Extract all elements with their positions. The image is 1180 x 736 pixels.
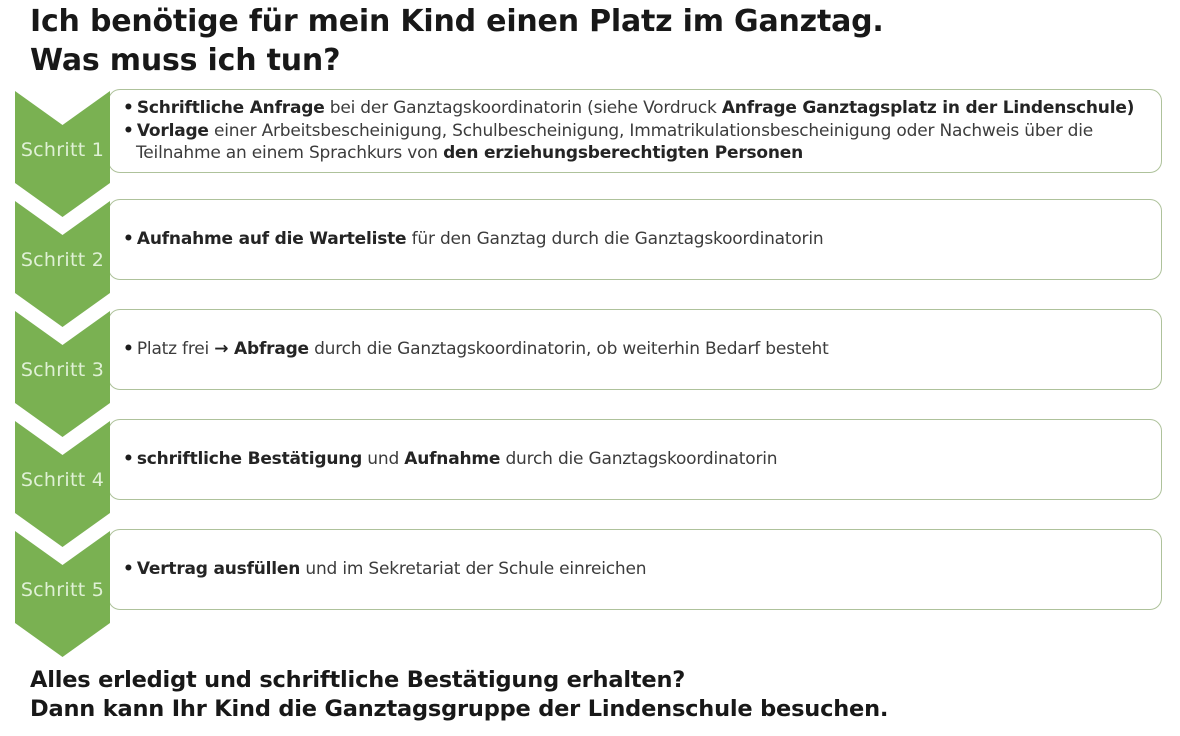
bullet-text-bold: → Abfrage — [214, 338, 309, 359]
step-bullet-text — [123, 121, 1151, 164]
step-box — [108, 199, 1162, 280]
page-title-line-2: Was muss ich tun? — [30, 43, 341, 78]
footer-line-2: Dann kann Ihr Kind die Ganztagsgruppe der Lindenschule besuchen. — [30, 695, 889, 722]
bullet-dot-icon: • — [123, 228, 137, 249]
step-bullet-text — [123, 229, 1151, 251]
step-label: Schritt 2 — [20, 249, 105, 271]
bullet-dot-icon: • — [123, 448, 137, 469]
bullet-text: durch die Ganztagskoordinatorin, ob weiterhin Bedarf besteht — [308, 338, 829, 359]
step-bullet-text — [123, 339, 1151, 361]
step-bullet-text — [123, 559, 1151, 581]
step-bullet-text — [123, 449, 1151, 471]
bullet-text: einer Arbeitsbescheinigung, Schulbescheinigung, Immatrikulationsbescheinigung oder Nachweis über die Teilnahme an einem Sprachkurs von — [136, 121, 1094, 163]
bullet-text-bold: Vertrag ausfüllen — [136, 558, 301, 579]
step-label: Schritt 3 — [20, 359, 105, 381]
bullet-text-bold: Schriftliche Anfrage — [136, 97, 325, 118]
step-label: Schritt 4 — [20, 469, 105, 491]
bullet-text-bold: den erziehungsberechtigten Personen — [443, 142, 804, 163]
bullet-dot-icon: • — [123, 338, 137, 359]
step-bullet-text — [123, 98, 1151, 120]
bullet-text-bold: Anfrage Ganztagsplatz in der Lindenschule) — [721, 97, 1135, 118]
bullet-text: und im Sekretariat der Schule einreichen — [300, 558, 647, 579]
page-title-line-1: Ich benötige für mein Kind einen Platz im Ganztag. — [30, 4, 884, 39]
bullet-dot-icon: • — [123, 97, 137, 118]
bullet-text: Platz frei — [136, 338, 215, 359]
bullet-text: durch die Ganztagskoordinatorin — [500, 448, 778, 469]
bullet-text: und — [362, 448, 405, 469]
step-label: Schritt 1 — [20, 139, 105, 161]
bullet-text-bold: Aufnahme auf die Warteliste — [136, 228, 407, 249]
bullet-text-bold: schriftliche Bestätigung — [136, 448, 363, 469]
footer-text — [30, 666, 888, 723]
step-box — [108, 419, 1162, 500]
step-box — [108, 309, 1162, 390]
bullet-dot-icon: • — [123, 121, 137, 142]
bullet-text: für den Ganztag durch die Ganztagskoordinatorin — [406, 228, 824, 249]
step-box — [108, 529, 1162, 610]
bullet-text-bold: Vorlage — [136, 121, 209, 142]
bullet-text-bold: Aufnahme — [404, 448, 501, 469]
step-label: Schritt 5 — [20, 579, 105, 601]
bullet-text: bei der Ganztagskoordinatorin (siehe Vordruck — [324, 97, 722, 118]
step-box — [108, 89, 1162, 173]
footer-line-1: Alles erledigt und schriftliche Bestätigung erhalten? — [30, 667, 686, 693]
bullet-dot-icon: • — [123, 558, 137, 579]
